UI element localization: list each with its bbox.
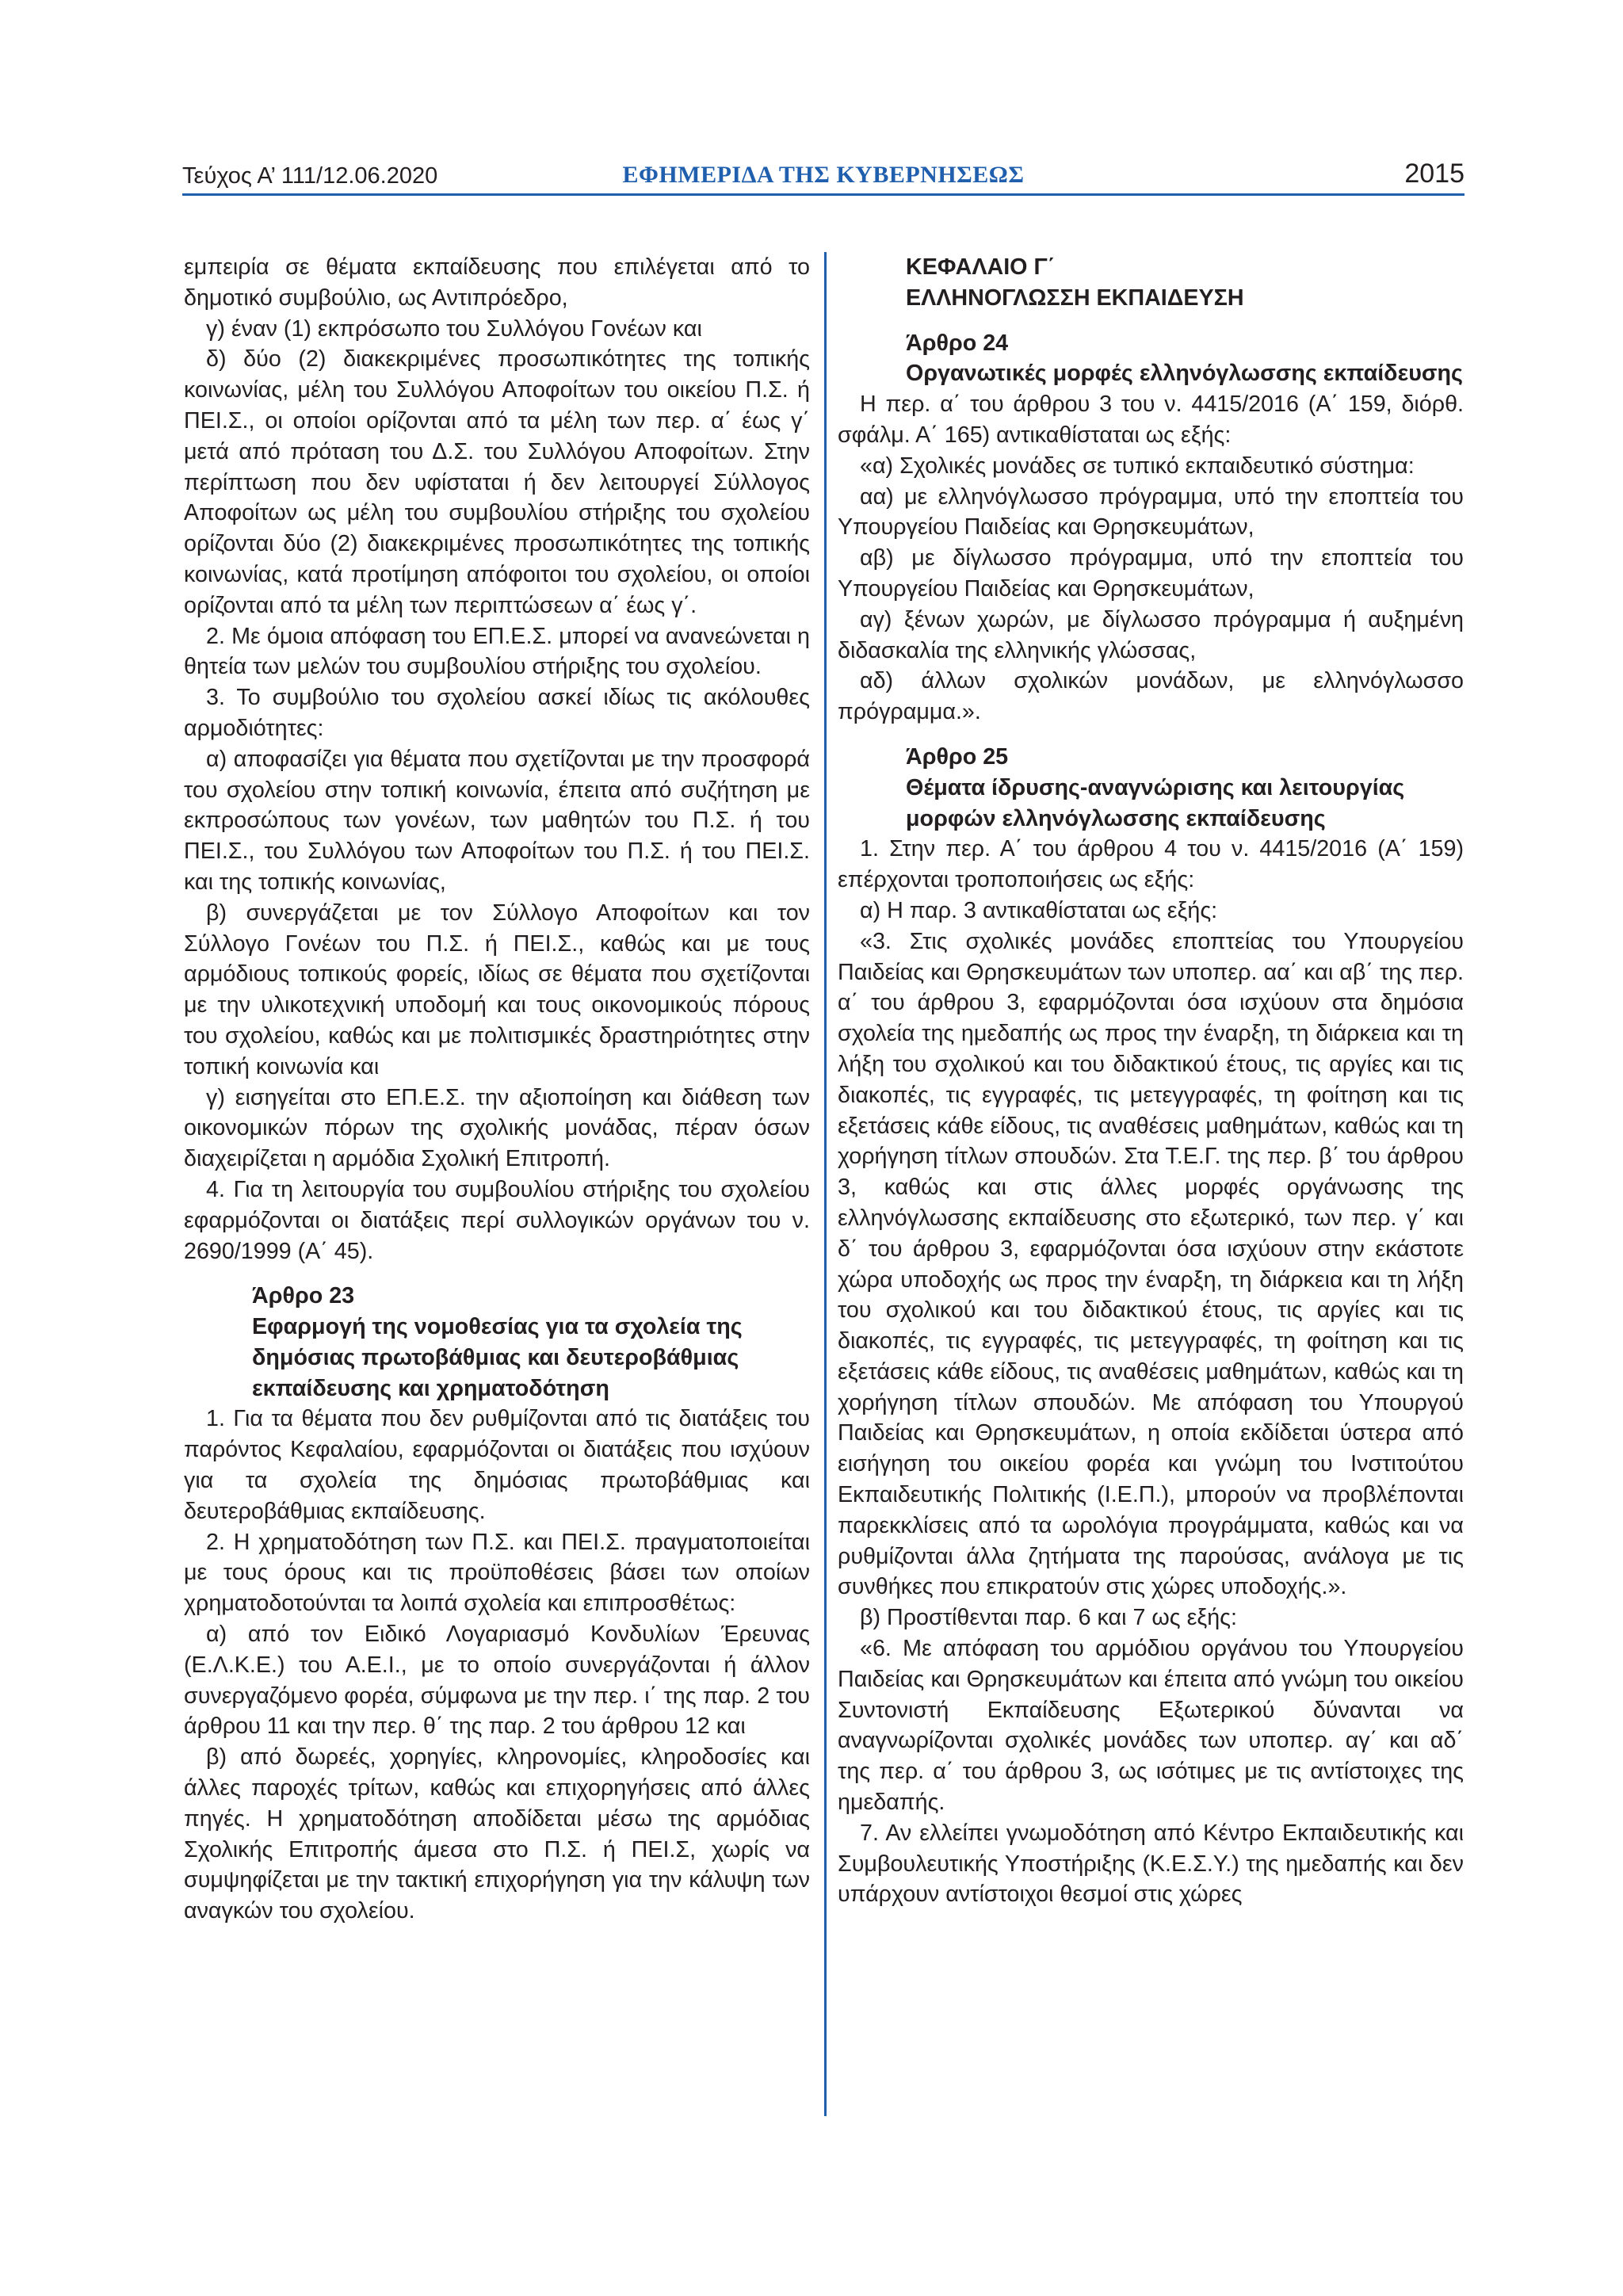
paragraph: αα) με ελληνόγλωσσο πρόγραμμα, υπό την εποπτεία του Υπουργείου Παιδείας και Θρησκευμάτων, bbox=[838, 483, 1464, 541]
article-23-label: Άρθρο 23 bbox=[252, 1283, 355, 1309]
paragraph: Η περ. α΄ του άρθρου 3 του ν. 4415/2016 (Α΄ 159, διόρθ. σφάλμ. Α΄ 165) αντικαθίσταται ως εξής: bbox=[838, 392, 1464, 448]
paragraph: β) συνεργάζεται με τον Σύλλογο Αποφοίτων και τον Σύλλογο Γονέων του Π.Σ. ή ΠΕΙ.Σ., καθώς και με τους αρμόδιους τοπικούς φορείς, ιδίως σε θέματα που σχετίζονται με την υλικοτεχνική υποδομή και τους οικονομικούς πόρους του σχολείου, καθώς και με πολιτισμικές δραστηριότητες στην τοπική κοινωνία και bbox=[184, 900, 810, 1079]
paragraph: δ) δύο (2) διακεκριμένες προσωπικότητες της τοπικής κοινωνίας, μέλη του Συλλόγου Αποφοίτων του οικείου Π.Σ. ή ΠΕΙ.Σ., οι οποίοι ορίζονται από τα μέλη των περ. α΄ έως γ΄ μετά από πρόταση του Δ.Σ. του Συλλόγου Αποφοίτων. Στην περίπτωση που δεν υφίσταται ή δεν λειτουργεί Σύλλογος Αποφοίτων ως μέλη του συμβουλίου στήριξης του σχολείου ορίζονται δύο (2) διακεκριμένες προσωπικότητες της τοπικής κοινωνίας, κατά προτίμηση απόφοιτοι του σχολείου, οι οποίοι ορίζονται από τα μέλη των περιπτώσεων α΄ έως γ΄. bbox=[184, 346, 810, 618]
paragraph: β) Προστίθενται παρ. 6 και 7 ως εξής: bbox=[860, 1605, 1237, 1631]
column-divider bbox=[824, 252, 827, 2116]
article-24-label: Άρθρο 24 bbox=[906, 330, 1009, 356]
article-23-title: Εφαρμογή της νομοθεσίας για τα σχολεία της δημόσιας πρωτοβάθμιας και δευτεροβάθμιας εκπαίδευσης και χρηματοδότηση bbox=[252, 1314, 743, 1401]
paragraph: 7. Αν ελλείπει γνωμοδότηση από Κέντρο Εκπαιδευτικής και Συμβουλευτικής Υποστήριξης (Κ.Ε.Σ.Υ.) της ημεδαπής και δεν υπάρχουν αντίστοιχοι θεσμοί στις χώρες bbox=[838, 1820, 1464, 1908]
article-25-label: Άρθρο 25 bbox=[906, 743, 1009, 770]
paragraph: β) από δωρεές, χορηγίες, κληρονομίες, κληροδοσίες και άλλες παροχές τρίτων, καθώς και επιχορηγήσεις από άλλες πηγές. Η χρηματοδότηση αποδίδεται μέσω της αρμόδιας Σχολικής Επιτροπής άμεσα στο Π.Σ. ή ΠΕΙ.Σ, χωρίς να συμψηφίζεται με την τακτική επιχορήγηση για την κάλυψη των αναγκών του σχολείου. bbox=[184, 1744, 810, 1924]
paragraph: γ) εισηγείται στο ΕΠ.Ε.Σ. την αξιοποίηση και διάθεση των οικονομικών πόρων της σχολικής μονάδας, πέραν όσων διαχειρίζεται η αρμόδια Σχολική Επιτροπή. bbox=[184, 1084, 810, 1172]
paragraph: «6. Με απόφαση του αρμόδιου οργάνου του Υπουργείου Παιδείας και Θρησκευμάτων και έπειτα από γνώμη του οικείου Συντονιστή Εκπαίδευσης Εξωτερικού δύνανται να αναγνωρίζονται σχολικές μονάδες των υποπερ. αγ΄ και αδ΄ της περ. α΄ του άρθρου 3, ως ισότιμες με τις αντίστοιχες της ημεδαπής. bbox=[838, 1636, 1464, 1816]
paragraph: 1. Για τα θέματα που δεν ρυθμίζονται από τις διατάξεις του παρόντος Κεφαλαίου, εφαρμόζονται οι διατάξεις που ισχύουν για τα σχολεία της δημόσιας πρωτοβάθμιας και δευτεροβάθμιας εκπαίδευσης. bbox=[184, 1406, 810, 1524]
right-column bbox=[838, 252, 1464, 1910]
paragraph: 4. Για τη λειτουργία του συμβουλίου στήριξης του σχολείου εφαρμόζονται οι διατάξεις περί συλλογικών οργάνων του ν. 2690/1999 (Α΄ 45). bbox=[184, 1176, 810, 1264]
article-24-title: Οργανωτικές μορφές ελληνόγλωσσης εκπαίδευσης bbox=[906, 361, 1463, 387]
paragraph: γ) έναν (1) εκπρόσωπο του Συλλόγου Γονέων και bbox=[206, 315, 702, 342]
paragraph: 1. Στην περ. Α΄ του άρθρου 4 του ν. 4415/2016 (Α΄ 159) επέρχονται τροποποιήσεις ως εξής: bbox=[838, 836, 1464, 893]
issue-number: Τεύχος Α’ 111/12.06.2020 bbox=[182, 163, 438, 189]
paragraph: «3. Στις σχολικές μονάδες εποπτείας του Υπουργείου Παιδείας και Θρησκευμάτων των υποπερ. αα΄ και αβ΄ της περ. α΄ του άρθρου 3, εφαρμόζονται όσα ισχύουν στα δημόσια σχολεία της ημεδαπής ως προς την έναρξη, τη διάρκεια και τη λήξη του σχολικού και του διδακτικού έτους, τις αργίες και τις διακοπές, τις εγγραφές, τις μετεγγραφές, τη φοίτηση και τις εξετάσεις κάθε είδους, τις αναθέσεις μαθημάτων, καθώς και τη χορήγηση τίτλων σπουδών. Στα Τ.Ε.Γ. της περ. β΄ του άρθρου 3, καθώς και στις άλλες μορφές οργάνωσης της ελληνόγλωσσης εκπαίδευσης στο εξωτερικό, των περ. γ΄ και δ΄ του άρθρου 3, εφαρμόζονται όσα ισχύουν στην εκάστοτε χώρα υποδοχής ως προς την έναρξη, τη διάρκεια και τη λήξη του σχολικού και του διδακτικού έτους, τις αργίες και τις διακοπές, τις εγγραφές, τις μετεγγραφές, τη φοίτηση και τις εξετάσεις κάθε είδους, τις αναθέσεις μαθημάτων, καθώς και τη χορήγηση τίτλων σπουδών. Με απόφαση του Υπουργού Παιδείας και Θρησκευμάτων, η οποία εκδίδεται ύστερα από εισήγηση του οικείου φορέα και γνώμη του Ινστιτούτου Εκπαιδευτικής Πολιτικής (Ι.Ε.Π.), μπορούν να προβλέπονται παρεκκλίσεις από τα ωρολόγια προγράμματα, καθώς και να ρυθμίζονται άλλα ζητήματα της παρούσας, ανάλογα με τις συνθήκες που επικρατούν στις χώρες υποδοχής.». bbox=[838, 928, 1464, 1600]
left-column bbox=[184, 252, 810, 1927]
paragraph: α) αποφασίζει για θέματα που σχετίζονται με την προσφορά του σχολείου στην τοπική κοινωνία, έπειτα από συζήτηση με εκπροσώπους των γονέων, των μαθητών του Π.Σ. ή του ΠΕΙ.Σ., του Συλλόγου των Αποφοίτων του Π.Σ. ή του ΠΕΙ.Σ. και της τοπικής κοινωνίας, bbox=[184, 746, 810, 895]
page-number: 2015 bbox=[1404, 159, 1465, 189]
article-25-title: Θέματα ίδρυσης-αναγνώρισης και λειτουργίας μορφών ελληνόγλωσσης εκπαίδευσης bbox=[906, 774, 1405, 831]
paragraph: εμπειρία σε θέματα εκπαίδευσης που επιλέγεται από το δημοτικό συμβούλιο, ως Αντιπρόεδρο, bbox=[184, 254, 810, 311]
paragraph: αδ) άλλων σχολικών μονάδων, με ελληνόγλωσσο πρόγραμμα.». bbox=[838, 668, 1464, 725]
paragraph: 2. Η χρηματοδότηση των Π.Σ. και ΠΕΙ.Σ. πραγματοποιείται με τους όρους και τις προϋποθέσεις βάσει των οποίων χρηματοδοτούνται τα λοιπά σχολεία και επιπροσθέτως: bbox=[184, 1529, 810, 1617]
paragraph: 3. Το συμβούλιο του σχολείου ασκεί ιδίως τις ακόλουθες αρμοδιότητες: bbox=[184, 685, 810, 741]
paragraph: «α) Σχολικές μονάδες σε τυπικό εκπαιδευτικό σύστημα: bbox=[860, 453, 1415, 479]
paragraph: αβ) με δίγλωσσο πρόγραμμα, υπό την εποπτεία του Υπουργείου Παιδείας και Θρησκευμάτων, bbox=[838, 545, 1464, 602]
header-rule bbox=[182, 193, 1465, 196]
chapter-label: ΚΕΦΑΛΑΙΟ Γ΄ bbox=[906, 254, 1056, 280]
gazette-title: ΕΦΗΜΕΡΙΔΑ ΤΗΣ ΚΥΒΕΡΝΗΣΕΩΣ bbox=[622, 162, 1025, 188]
page-header bbox=[182, 159, 1465, 198]
paragraph: αγ) ξένων χωρών, με δίγλωσσο πρόγραμμα ή αυξημένη διδασκαλία της ελληνικής γλώσσας, bbox=[838, 606, 1464, 663]
paragraph: α) Η παρ. 3 αντικαθίσταται ως εξής: bbox=[860, 897, 1218, 923]
chapter-title: ΕΛΛΗΝΟΓΛΩΣΣΗ ΕΚΠΑΙΔΕΥΣΗ bbox=[906, 285, 1244, 311]
paragraph: 2. Με όμοια απόφαση του ΕΠ.Ε.Σ. μπορεί να ανανεώνεται η θητεία των μελών του συμβουλίου στήριξης του σχολείου. bbox=[184, 623, 810, 680]
paragraph: α) από τον Ειδικό Λογαριασμό Κονδυλίων Έρευνας (Ε.Λ.Κ.Ε.) του Α.Ε.Ι., με το οποίο συνεργάζονται ή άλλον συνεργαζόμενο φορέα, σύμφωνα με την περ. ι΄ της παρ. 2 του άρθρου 11 και την περ. θ΄ της παρ. 2 του άρθρου 12 και bbox=[184, 1622, 810, 1740]
